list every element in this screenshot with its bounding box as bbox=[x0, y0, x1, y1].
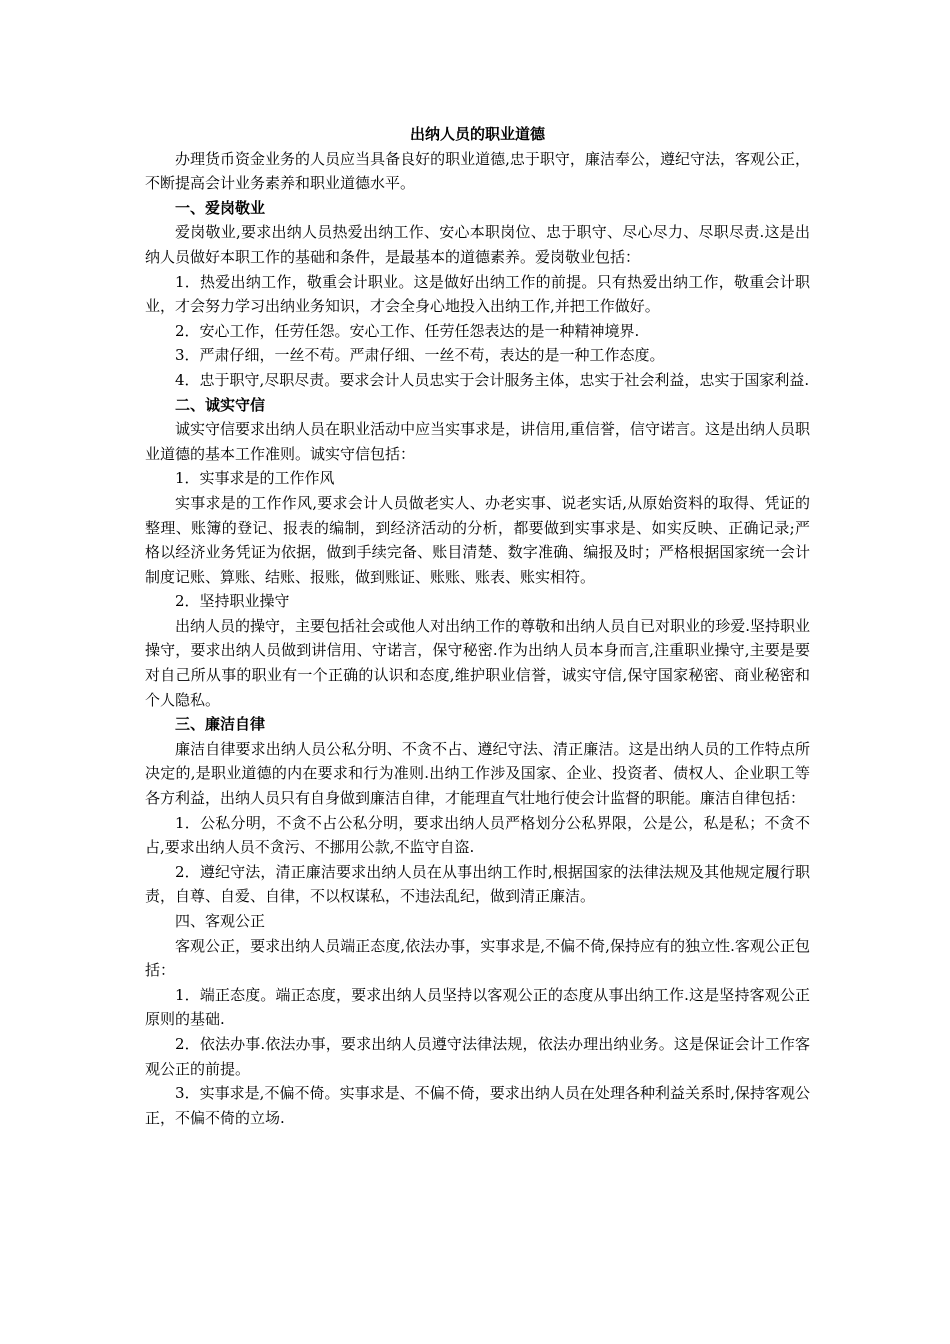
intro-paragraph: 办理货币资金业务的人员应当具备良好的职业道德,忠于职守，廉洁奉公，遵纪守法，客观公正，不断提高会计业务素养和职业道德水平。 bbox=[145, 149, 810, 193]
section-heading-4: 四、客观公正 bbox=[175, 912, 266, 930]
section-1-item-4: 4．忠于职守,尽职尽责。要求会计人员忠实于会计服务主体，忠实于社会利益，忠实于国家利益. bbox=[175, 370, 810, 389]
section-4-item-1: 1．端正态度。端正态度，要求出纳人员坚持以客观公正的态度从事出纳工作.这是坚持客观公正原则的基础. bbox=[145, 985, 810, 1029]
section-heading-2: 二、诚实守信 bbox=[175, 395, 266, 414]
document-page bbox=[145, 122, 810, 1130]
section-1-item-3: 3．严肃仔细，一丝不苟。严肃仔细、一丝不苟，表达的是一种工作态度。 bbox=[175, 346, 665, 365]
document-title: 出纳人员的职业道德 bbox=[409, 125, 545, 143]
section-1-item-1: 1．热爱出纳工作，敬重会计职业。这是做好出纳工作的前提。只有热爱出纳工作，敬重会计职业，才会努力学习出纳业务知识，才会全身心地投入出纳工作,并把工作做好。 bbox=[145, 272, 810, 316]
section-heading-3: 三、廉洁自律 bbox=[175, 715, 266, 734]
section-2-sub2-title: 2．坚持职业操守 bbox=[175, 592, 290, 611]
section-2-sub1-title: 1．实事求是的工作作风 bbox=[175, 469, 335, 488]
section-1-item-2: 2．安心工作，任劳任怨。安心工作、任劳任怨表达的是一种精神境界. bbox=[175, 321, 640, 340]
section-2-sub1-body: 实事求是的工作作风,要求会计人员做老实人、办老实事、说老实话,从原始资料的取得、凭证的整理、账簿的登记、报表的编制，到经济活动的分析，都要做到实事求是、如实反映、正确记录;严格以经济业务凭证为依据，做到手续完备、账目清楚、数字准确、编报及时；严格根据国家统一会计制度记账、算账、结账、报账，做到账证、账账、账表、账实相符。 bbox=[145, 493, 810, 586]
section-3-body: 廉洁自律要求出纳人员公私分明、不贪不占、遵纪守法、清正廉洁。这是出纳人员的工作特点所决定的,是职业道德的内在要求和行为准则.出纳工作涉及国家、企业、投资者、债权人、企业职工等各方利益，出纳人员只有自身做到廉洁自律，才能理直气壮地行使会计监督的职能。廉洁自律包括： bbox=[145, 739, 810, 808]
section-4-item-2: 2．依法办事.依法办事，要求出纳人员遵守法律法规，依法办理出纳业务。这是保证会计工作客观公正的前提。 bbox=[145, 1034, 810, 1078]
section-4-item-3: 3．实事求是,不偏不倚。实事求是、不偏不倚，要求出纳人员在处理各种利益关系时,保持客观公正，不偏不倚的立场. bbox=[145, 1084, 810, 1127]
section-2-body: 诚实守信要求出纳人员在职业活动中应当实事求是，讲信用,重信誉，信守诺言。这是出纳人员职业道德的基本工作准则。诚实守信包括： bbox=[145, 420, 810, 463]
section-1-body: 爱岗敬业,要求出纳人员热爱出纳工作、安心本职岗位、忠于职守、尽心尽力、尽职尽责.这是出纳人员做好本职工作的基础和条件，是最基本的道德素养。爱岗敬业包括： bbox=[145, 223, 810, 266]
section-2-sub2-body: 出纳人员的操守，主要包括社会或他人对出纳工作的尊敬和出纳人员自已对职业的珍爱.坚持职业操守，要求出纳人员做到讲信用、守诺言，保守秘密.作为出纳人员本身而言,注重职业操守,主要是要对自己所从事的职业有一个正确的认识和态度,维护职业信誉，诚实守信,保守国家秘密、商业秘密和个人隐私。 bbox=[145, 616, 810, 709]
section-4-body: 客观公正，要求出纳人员端正态度,依法办事，实事求是,不偏不倚,保持应有的独立性.客观公正包括： bbox=[145, 936, 810, 980]
section-heading-1: 一、爱岗敬业 bbox=[175, 198, 266, 217]
section-3-item-1: 1．公私分明，不贪不占公私分明，要求出纳人员严格划分公私界限，公是公，私是私；不贪不占,要求出纳人员不贪污、不挪用公款,不监守自盗. bbox=[145, 813, 810, 857]
section-3-item-2: 2．遵纪守法，清正廉洁要求出纳人员在从事出纳工作时,根据国家的法律法规及其他规定履行职责，自尊、自爱、自律，不以权谋私，不违法乱纪，做到清正廉洁。 bbox=[145, 862, 810, 906]
